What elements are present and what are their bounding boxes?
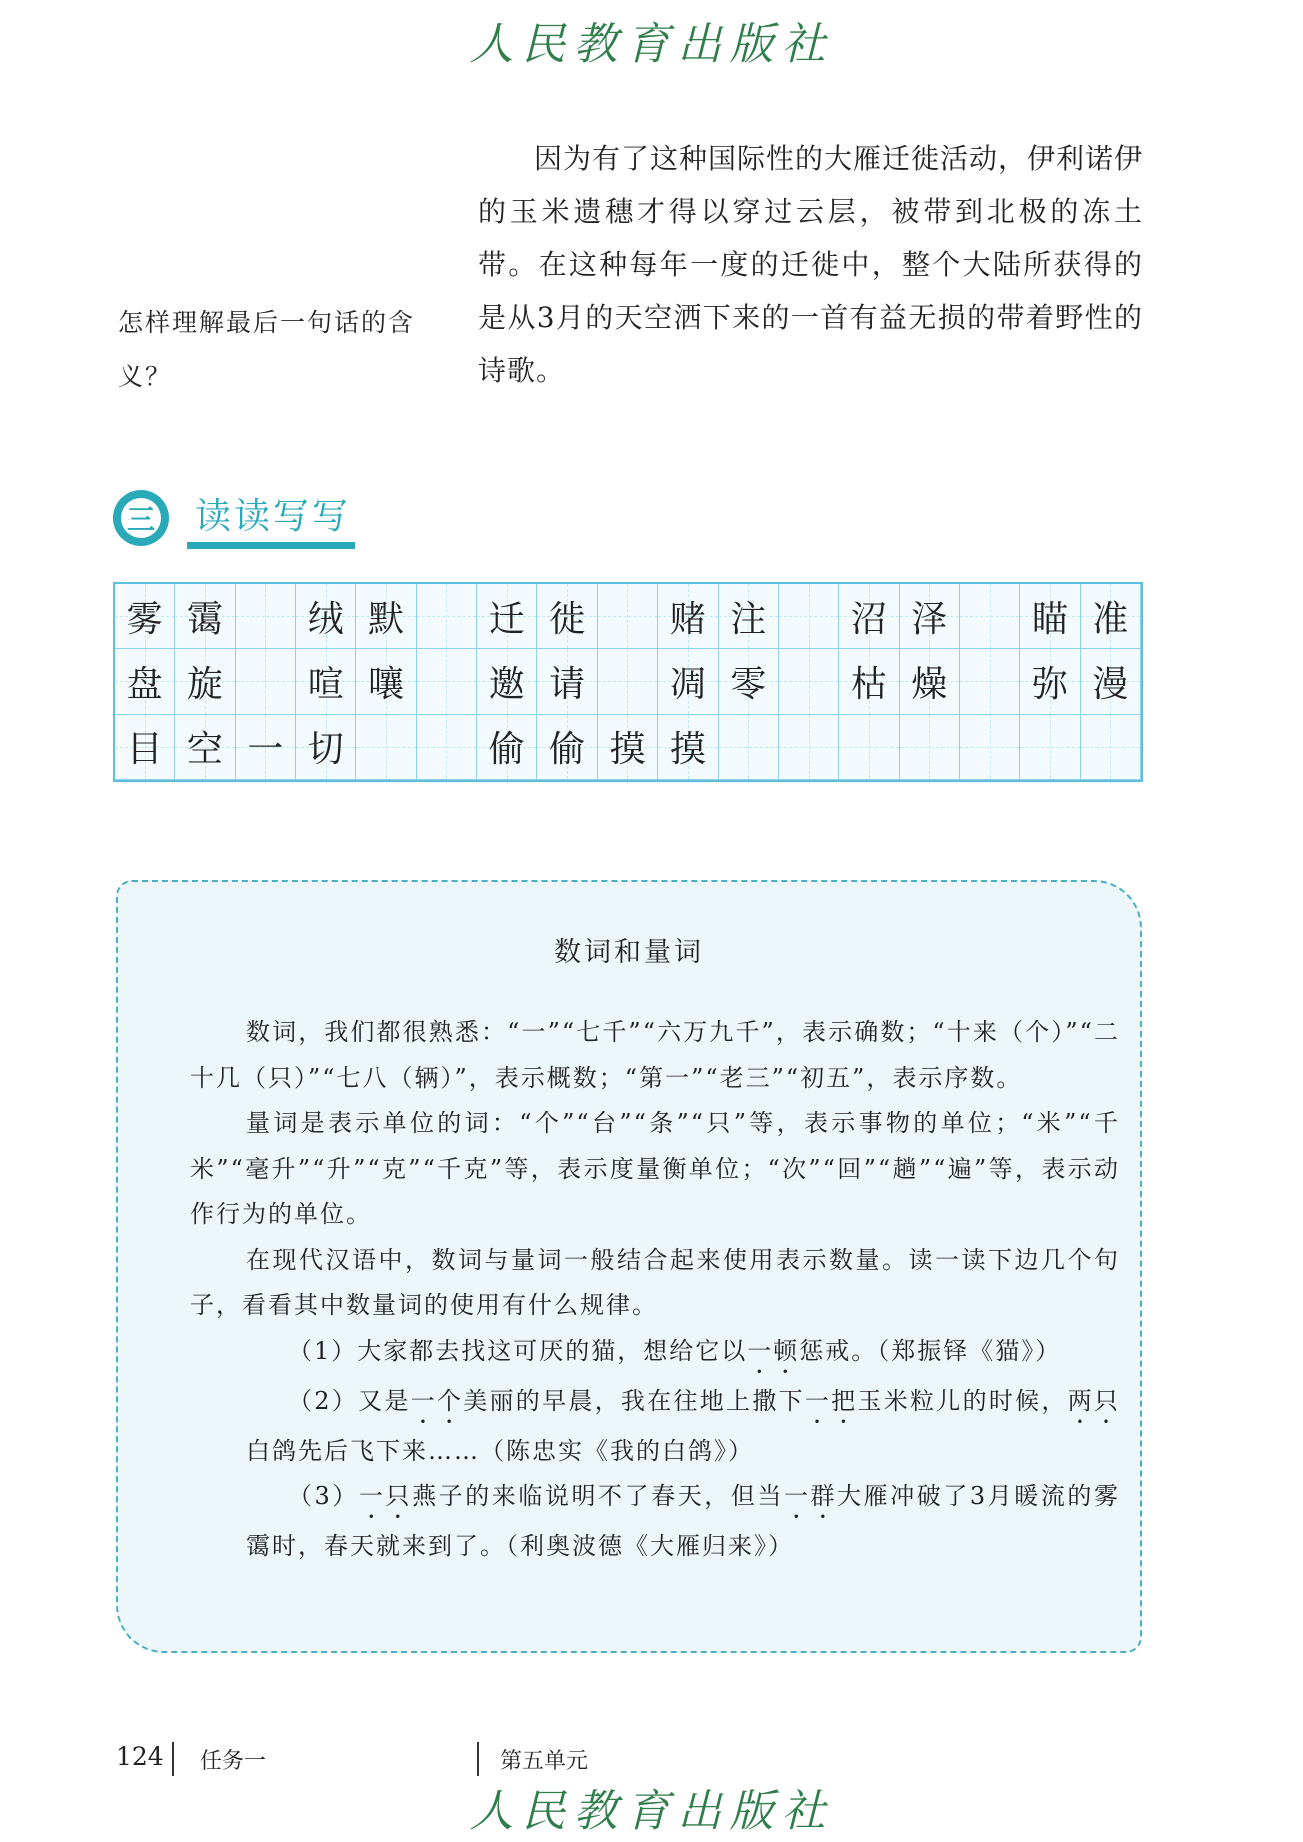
- grammar-paragraph: 在现代汉语中，数词与量词一般结合起来使用表示数量。读一读下边几个句子，看看其中数量词的使用有什么规律。: [190, 1245, 1120, 1319]
- grid-character: 雾: [126, 598, 163, 640]
- grid-character: 燥: [911, 663, 948, 705]
- passage-paragraph: [478, 132, 1143, 397]
- grid-character: 请: [549, 663, 586, 705]
- grammar-note-box: [116, 880, 1142, 1653]
- grid-cell: [537, 584, 597, 649]
- grid-character: 偷: [549, 729, 586, 771]
- footer-divider: [172, 1742, 174, 1776]
- grid-cell: [115, 584, 175, 649]
- grid-character: 嚷: [368, 663, 405, 705]
- grid-cell: [115, 649, 175, 714]
- grid-cell: [296, 584, 356, 649]
- grid-cell: [719, 584, 779, 649]
- grid-character: 迁: [488, 598, 525, 640]
- grid-character: 沼: [850, 598, 887, 640]
- grid-cell: [658, 715, 718, 780]
- grid-cell: [236, 715, 296, 780]
- grid-cell: [236, 584, 296, 649]
- grid-cell: [296, 715, 356, 780]
- publisher-logo-top: 人民教育出版社: [469, 19, 834, 70]
- grid-cell: [779, 584, 839, 649]
- grammar-title: 数词和量词: [554, 937, 704, 968]
- grid-cell: [598, 584, 658, 649]
- grid-character: 偷: [488, 729, 525, 771]
- grid-character: 空: [187, 729, 224, 771]
- margin-note: 怎样理解最后一句话的含义？: [118, 308, 416, 391]
- grid-cell: [598, 649, 658, 714]
- grammar-paragraph: 数词，我们都很熟悉：“一”“七千”“六万九千”，表示确数；“十来（个）”“二十几（只）”“七八（辆）”，表示概数；“第一”“老三”“初五”，表示序数。: [190, 1018, 1120, 1092]
- footer-divider: [477, 1742, 479, 1776]
- grid-cell: [719, 715, 779, 780]
- grid-cell: [1020, 649, 1080, 714]
- grid-character: 准: [1092, 598, 1129, 640]
- grid-cell: [477, 715, 537, 780]
- grid-cell: [900, 649, 960, 714]
- grammar-paragraph: 量词是表示单位的词：“个”“台”“条”“只”等，表示事物的单位；“米”“千米”“毫升”“升”“克”“千克”等，表示度量衡单位；“次”“回”“趟”“遍”等，表示动作行为的单位。: [190, 1109, 1120, 1228]
- grid-cell: [779, 649, 839, 714]
- grid-cell: [417, 715, 477, 780]
- grid-cell: [537, 649, 597, 714]
- section-heading: [113, 488, 413, 548]
- grid-cell: [719, 649, 779, 714]
- grid-cell: [477, 649, 537, 714]
- grid-character: 盘: [126, 663, 163, 705]
- grid-character: 赌: [669, 598, 706, 640]
- grid-cell: [115, 715, 175, 780]
- grid-cell: [236, 649, 296, 714]
- grid-character: 霭: [187, 598, 224, 640]
- grid-cell: [900, 715, 960, 780]
- grid-character: 弥: [1031, 663, 1068, 705]
- grid-cell: [658, 649, 718, 714]
- grid-cell: [417, 584, 477, 649]
- passage-text: 因为有了这种国际性的大雁迁徙活动，伊利诺伊的玉米遗穗才得以穿过云层，被带到北极的冻土带。在这种每年一度的迁徙中，整个大陆所获得的是从3月的天空洒下来的一首有益无损的带着野性的诗歌。: [478, 142, 1144, 387]
- publisher-logo-bottom: 人民教育出版社: [469, 1786, 834, 1837]
- grid-cell: [477, 584, 537, 649]
- grid-cell: [900, 584, 960, 649]
- example-sentence: （3）一只燕子的来临说明不了春天，但当一群大雁冲破了3月暖流的雾霭时，春天就来到了。（利奥波德《大雁归来》）: [246, 1482, 1120, 1560]
- grid-cell: [839, 584, 899, 649]
- grid-cell: [1020, 584, 1080, 649]
- section-title: 读读写写: [195, 496, 352, 537]
- grid-character: 喧: [307, 663, 344, 705]
- footer-unit-label: 第五单元: [500, 1749, 589, 1774]
- page-number: 124: [116, 1742, 164, 1771]
- grid-cell: [839, 649, 899, 714]
- grid-character: 切: [307, 729, 344, 771]
- grid-cell: [960, 715, 1020, 780]
- grid-cell: [779, 715, 839, 780]
- grid-cell: [1081, 649, 1141, 714]
- grid-cell: [1081, 715, 1141, 780]
- grid-cell: [960, 649, 1020, 714]
- grid-character: 凋: [669, 663, 706, 705]
- grid-character: 漫: [1092, 663, 1129, 705]
- grid-cell: [175, 715, 235, 780]
- section-underline: [187, 542, 355, 549]
- grid-character: 默: [368, 598, 405, 640]
- grammar-body: [190, 1010, 1120, 1570]
- grid-cell: [658, 584, 718, 649]
- grid-character: 邀: [488, 663, 525, 705]
- section-number-icon: 三: [113, 490, 169, 546]
- grid-character: 绒: [307, 598, 344, 640]
- grid-cell: [960, 584, 1020, 649]
- grid-cell: [175, 584, 235, 649]
- grid-cell: [1081, 584, 1141, 649]
- grid-character: 泽: [911, 598, 948, 640]
- grid-character: 注: [730, 598, 767, 640]
- grid-cell: [296, 649, 356, 714]
- grid-cell: [175, 649, 235, 714]
- example-sentence: （1）大家都去找这可厌的猫，想给它以一顿惩戒。（郑振铎《猫》）: [288, 1336, 1062, 1365]
- grid-character: 一: [247, 729, 284, 771]
- grid-cell: [839, 715, 899, 780]
- footer-task-label: 任务一: [200, 1749, 267, 1774]
- grid-cell: [356, 584, 416, 649]
- grid-cell: [537, 715, 597, 780]
- grid-character: 摸: [669, 729, 706, 771]
- grid-cell: [417, 649, 477, 714]
- grid-character: 目: [126, 729, 163, 771]
- grid-cell: [356, 715, 416, 780]
- grid-cell: [356, 649, 416, 714]
- grid-character: 徙: [549, 598, 586, 640]
- grid-cell: [598, 715, 658, 780]
- character-practice-grid: [113, 582, 1143, 782]
- example-sentence: （2）又是一个美丽的早晨，我在往地上撒下一把玉米粒儿的时候，两只白鸽先后飞下来……（陈忠实《我的白鸽》）: [246, 1386, 1120, 1465]
- grid-cell: [1020, 715, 1080, 780]
- grid-character: 旋: [187, 663, 224, 705]
- grid-character: 摸: [609, 729, 646, 771]
- grid-character: 瞄: [1031, 598, 1068, 640]
- grid-character: 零: [730, 663, 767, 705]
- grid-character: 枯: [850, 663, 887, 705]
